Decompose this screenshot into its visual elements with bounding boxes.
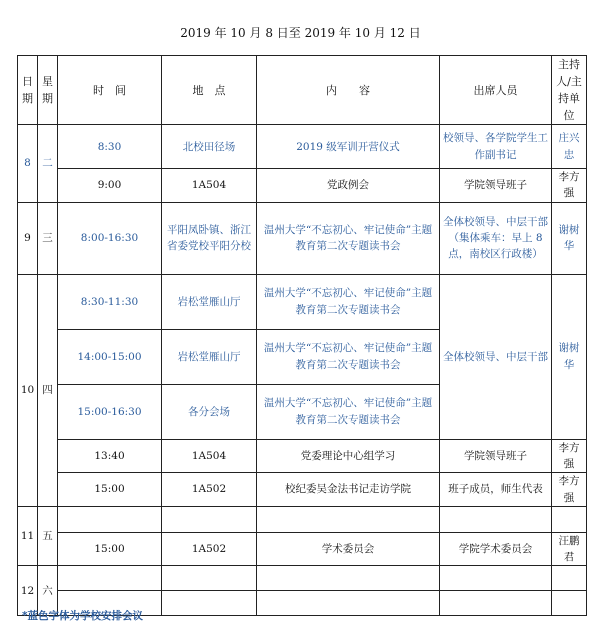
event-content — [257, 591, 440, 616]
event-host — [552, 506, 587, 532]
table-row — [18, 566, 587, 591]
header-row — [18, 56, 587, 125]
schedule-title: 2019 年 10 月 8 日至 2019 年 10 月 12 日 — [180, 26, 421, 40]
header-location: 地 点 — [162, 56, 257, 125]
event-time: 8:30 — [58, 125, 162, 169]
event-host: 李方强 — [552, 439, 587, 473]
day-date: 12 — [18, 566, 38, 616]
footnote: *蓝色字体为学校安排会议 — [22, 610, 143, 622]
event-host — [552, 591, 587, 616]
header-attendees: 出席人员 — [440, 56, 552, 125]
event-host: 谢树华 — [552, 274, 587, 439]
schedule-table — [17, 55, 587, 616]
table-row — [18, 532, 587, 566]
header-host: 主持人/主持单位 — [552, 56, 587, 125]
event-location: 各分会场 — [162, 384, 257, 439]
event-content: 温州大学“不忘初心、牢记使命”主题教育第二次专题读书会 — [257, 329, 440, 384]
header-time: 时 间 — [58, 56, 162, 125]
event-content: 党委理论中心组学习 — [257, 439, 440, 473]
event-attendees: 学院领导班子 — [440, 439, 552, 473]
day-weekday: 四 — [38, 274, 58, 506]
event-location — [162, 506, 257, 532]
table-row — [18, 202, 587, 274]
event-location: 1A504 — [162, 439, 257, 473]
event-attendees: 全体校领导、中层干部 — [440, 274, 552, 439]
day-weekday: 三 — [38, 202, 58, 274]
header-weekday: 星期 — [38, 56, 58, 125]
day-weekday: 二 — [38, 125, 58, 203]
event-content: 温州大学“不忘初心、牢记使命”主题教育第二次专题读书会 — [257, 384, 440, 439]
event-location: 岩松堂雁山厅 — [162, 274, 257, 329]
event-time: 14:00-15:00 — [58, 329, 162, 384]
event-content: 校纪委吴金法书记走访学院 — [257, 473, 440, 507]
table-row — [18, 274, 587, 329]
table-row — [18, 473, 587, 507]
event-location — [162, 591, 257, 616]
event-attendees: 全体校领导、中层干部（集体乘车：早上 8 点，南校区行政楼） — [440, 202, 552, 274]
event-content — [257, 566, 440, 591]
event-host: 谢树华 — [552, 202, 587, 274]
event-time — [58, 566, 162, 591]
event-location: 平阳凤卧镇、浙江省委党校平阳分校 — [162, 202, 257, 274]
event-time: 9:00 — [58, 169, 162, 203]
event-attendees: 班子成员，师生代表 — [440, 473, 552, 507]
event-content: 温州大学“不忘初心、牢记使命”主题教育第二次专题读书会 — [257, 202, 440, 274]
event-attendees: 校领导、各学院学生工作副书记 — [440, 125, 552, 169]
header-content: 内 容 — [257, 56, 440, 125]
event-location: 1A502 — [162, 532, 257, 566]
event-host: 李方强 — [552, 169, 587, 203]
table-row — [18, 125, 587, 169]
event-content: 2019 级军训开营仪式 — [257, 125, 440, 169]
event-time: 8:30-11:30 — [58, 274, 162, 329]
day-date: 10 — [18, 274, 38, 506]
day-weekday: 五 — [38, 506, 58, 566]
day-date: 8 — [18, 125, 38, 203]
event-time: 15:00-16:30 — [58, 384, 162, 439]
event-content: 学术委员会 — [257, 532, 440, 566]
event-location: 1A504 — [162, 169, 257, 203]
event-host: 汪鹏君 — [552, 532, 587, 566]
day-date: 11 — [18, 506, 38, 566]
event-attendees: 学院学术委员会 — [440, 532, 552, 566]
event-location: 北校田径场 — [162, 125, 257, 169]
event-time: 15:00 — [58, 473, 162, 507]
event-attendees — [440, 566, 552, 591]
event-time: 15:00 — [58, 532, 162, 566]
event-host — [552, 566, 587, 591]
event-location — [162, 566, 257, 591]
event-time: 13:40 — [58, 439, 162, 473]
event-location: 岩松堂雁山厅 — [162, 329, 257, 384]
event-host: 李方强 — [552, 473, 587, 507]
event-location: 1A502 — [162, 473, 257, 507]
table-row — [18, 439, 587, 473]
table-row — [18, 506, 587, 532]
event-attendees — [440, 506, 552, 532]
event-attendees: 学院领导班子 — [440, 169, 552, 203]
event-content: 温州大学“不忘初心、牢记使命”主题教育第二次专题读书会 — [257, 274, 440, 329]
table-row — [18, 169, 587, 203]
event-time — [58, 506, 162, 532]
day-date: 9 — [18, 202, 38, 274]
header-date: 日期 — [18, 56, 38, 125]
event-content — [257, 506, 440, 532]
event-time: 8:00-16:30 — [58, 202, 162, 274]
event-content: 党政例会 — [257, 169, 440, 203]
day-weekday: 六 — [38, 566, 58, 616]
event-attendees — [440, 591, 552, 616]
event-host: 庄兴忠 — [552, 125, 587, 169]
